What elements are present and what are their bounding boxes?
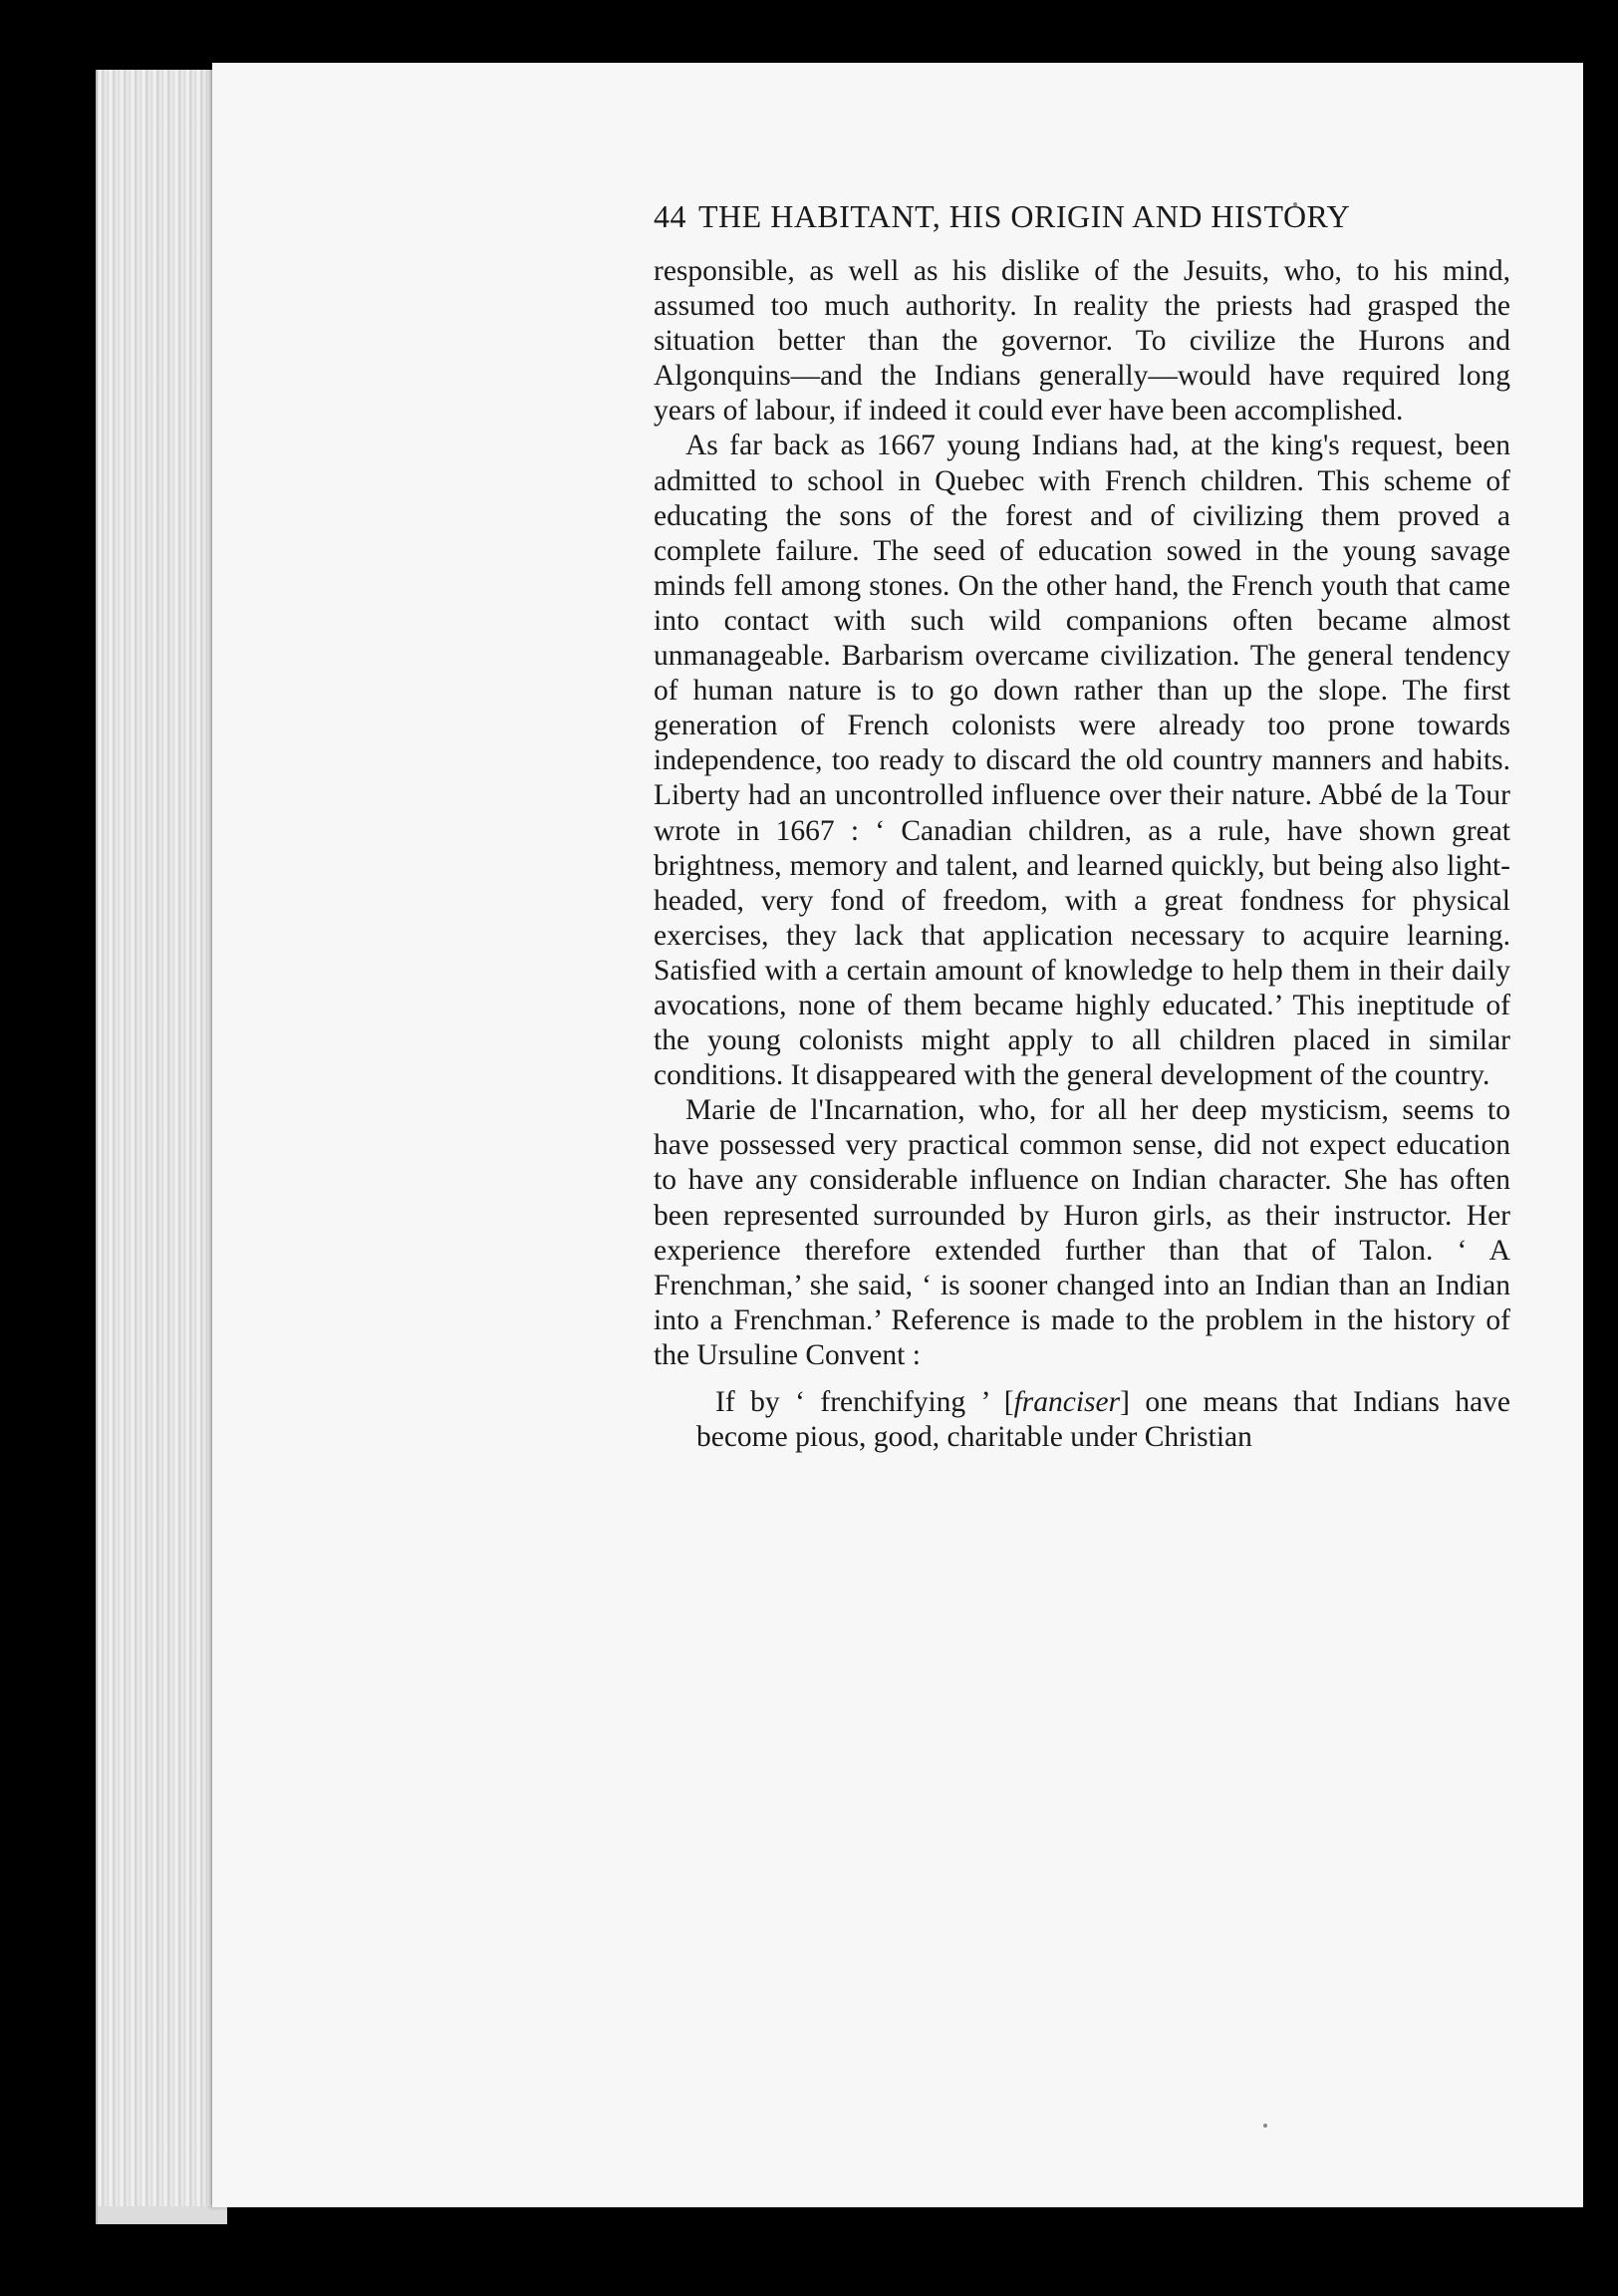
book-page-edges (96, 70, 227, 2224)
running-title: THE HABITANT, HIS ORIGIN AND HISTORY (698, 198, 1351, 234)
block-quote (696, 1385, 1510, 1455)
dust-speck (1263, 2124, 1267, 2128)
quote-text-after: ] one means that Indians have become pious, good, charitable under Christian (696, 1386, 1510, 1454)
paragraph-continued: responsible, as well as his dislike of the Jesuits, who, to his mind, assumed too much authority. In reality the priests had grasped the situation better than the governor. To civilize the Hurons and Algonquins—and the Indians generally—would have required long years of labour, if indeed it could ever have been accomplished. (654, 255, 1510, 428)
running-head (654, 198, 1510, 235)
quote-italic-term: franciser (1013, 1386, 1121, 1418)
page-number: 44 (654, 198, 686, 234)
quote-text-before: If by ‘ frenchifying ’ [ (715, 1386, 1014, 1418)
body-text (654, 254, 1510, 1455)
paragraph: Marie de l'Incarnation, who, for all her deep mysticism, seems to have possessed very practical common sense, did not expect education to have any considerable influence on Indian character. She has often been represented surrounded by Huron girls, as their instructor. Her experience therefore extended further than that of Talon. ‘ A Frenchman,’ she said, ‘ is sooner changed into an Indian than an Indian into a Frenchman.’ Reference is made to the problem in the history of the Ursuline Convent : (654, 1094, 1510, 1371)
paragraph: As far back as 1667 young Indians had, at the king's request, been admitted to school in Quebec with French children. This scheme of educating the sons of the forest and of civilizing them proved a complete failure. The seed of education sowed in the young savage minds fell among stones. On the other hand, the French youth that came into contact with such wild companions often became almost unmanageable. Barbarism overcame civilization. The general tendency of human nature is to go down rather than up the slope. The first generation of French colonists were already too prone towards independence, too ready to discard the old country manners and habits. Liberty had an uncontrolled influence over their nature. Abbé de la Tour wrote in 1667 : ‘ Canadian children, as a rule, have shown great brightness, memory and talent, and learned quickly, but being also light-headed, very fond of freedom, with a great fondness for physical exercises, they lack that application necessary to acquire learning. Satisfied with a certain amount of knowledge to help them in their daily avocations, none of them became highly educated.’ This ineptitude of the young colonists might apply to all children placed in similar conditions. It disappeared with the general development of the country. (654, 430, 1510, 1092)
